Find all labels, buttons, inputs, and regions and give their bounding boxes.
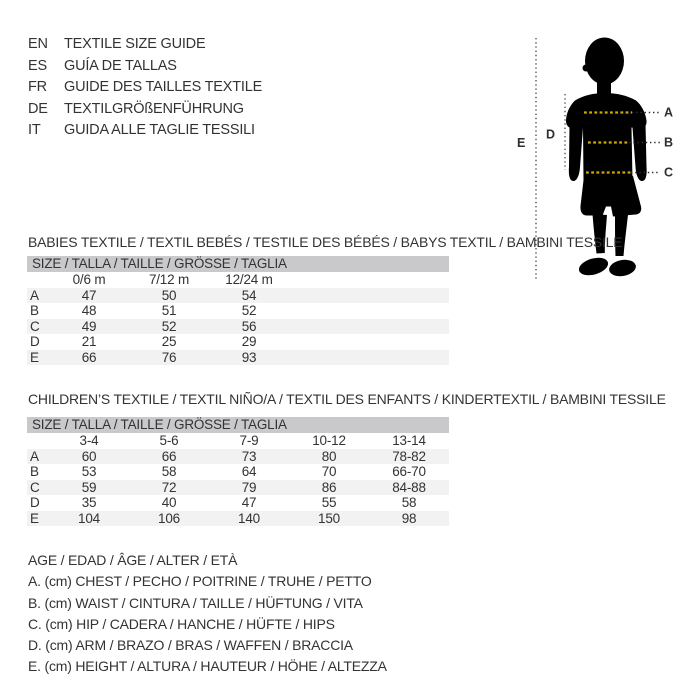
cell: 50 — [161, 287, 177, 303]
cell: 98 — [401, 510, 417, 526]
cell: 66 — [81, 349, 97, 365]
cell: 80 — [321, 448, 337, 464]
babies-column-header-row — [27, 272, 449, 288]
table-row — [27, 464, 449, 480]
row-label: C — [30, 479, 40, 495]
cell: 58 — [161, 464, 177, 479]
figure-label-a: A — [664, 105, 673, 120]
row-label: C — [30, 318, 40, 334]
figure-label-d: D — [546, 127, 555, 142]
cell: 53 — [81, 464, 97, 479]
cell: 59 — [81, 479, 97, 495]
figure-label-e: E — [517, 136, 526, 150]
cell: 52 — [241, 303, 257, 318]
children-col-3: 10-12 — [312, 433, 346, 448]
lang-row-it — [28, 120, 262, 142]
cell: 48 — [81, 303, 97, 318]
cell: 56 — [241, 318, 257, 334]
babies-size-table — [27, 256, 449, 365]
cell: 55 — [321, 495, 337, 510]
table-row — [27, 303, 449, 319]
legend-item-height: E. (cm) HEIGHT / ALTURA / HAUTEUR / HÖHE / ALTEZZA — [28, 658, 387, 675]
children-col-2: 7-9 — [239, 433, 259, 448]
babies-col-1: 7/12 m — [148, 272, 190, 287]
silhouette-left-arm — [569, 124, 583, 181]
babies-size-header-bar: SIZE / TALLA / TAILLE / GRÖSSE / TAGLIA — [27, 256, 449, 272]
table-row — [27, 319, 449, 335]
language-list — [28, 34, 262, 142]
children-size-header-bar: SIZE / TALLA / TAILLE / GRÖSSE / TAGLIA — [27, 417, 449, 433]
cell: 40 — [161, 495, 177, 510]
legend-item-chest: A. (cm) CHEST / PECHO / POITRINE / TRUHE / PETTO — [28, 573, 372, 590]
row-label: E — [30, 510, 39, 526]
cell: 54 — [241, 287, 257, 303]
cell: 150 — [318, 510, 340, 526]
cell: 70 — [321, 464, 337, 479]
children-col-1: 5-6 — [159, 433, 179, 448]
lang-row-de — [28, 99, 262, 121]
babies-section-heading: BABIES TEXTILE / TEXTIL BEBÉS / TESTILE DES BÉBÉS / BABYS TEXTIL / BAMBINI TESSILE — [28, 234, 623, 250]
lang-title: GUÍA DE TALLAS — [64, 57, 177, 74]
children-size-table — [27, 417, 449, 526]
babies-col-2: 12/24 m — [225, 272, 273, 287]
table-row — [27, 334, 449, 350]
cell: 93 — [241, 349, 257, 365]
cell: 84-88 — [392, 479, 426, 495]
table-row — [27, 511, 449, 527]
lang-code: IT — [28, 122, 41, 138]
legend-age-line: AGE / EDAD / ÂGE / ALTER / ETÀ — [28, 552, 238, 568]
legend-item-arm: D. (cm) ARM / BRAZO / BRAS / WAFFEN / BRACCIA — [28, 637, 353, 654]
cell: 66 — [161, 448, 177, 464]
table-row — [27, 288, 449, 304]
cell: 58 — [401, 495, 417, 510]
silhouette-ear — [583, 65, 590, 72]
cell: 60 — [81, 448, 97, 464]
children-section-heading: CHILDREN’S TEXTILE / TEXTIL NIÑO/A / TEXTIL DES ENFANTS / KINDERTEXTIL / BAMBINI TESSILE — [28, 391, 666, 407]
lang-title: TEXTILE SIZE GUIDE — [64, 36, 206, 52]
row-label: B — [30, 464, 39, 479]
lang-title: GUIDE DES TAILLES TEXTILE — [64, 79, 263, 95]
lang-code: FR — [28, 79, 47, 95]
table-row — [27, 449, 449, 465]
cell: 104 — [78, 510, 100, 526]
silhouette-neck — [597, 72, 611, 96]
lang-code: ES — [28, 57, 47, 74]
row-label: D — [30, 495, 40, 510]
cell: 64 — [241, 464, 257, 479]
cell: 66-70 — [392, 464, 426, 479]
cell: 86 — [321, 479, 337, 495]
cell: 78-82 — [392, 448, 426, 464]
silhouette-shorts — [580, 176, 641, 217]
babies-col-0: 0/6 m — [72, 272, 106, 287]
lang-row-fr — [28, 77, 262, 99]
lang-title: GUIDA ALLE TAGLIE TESSILI — [64, 122, 255, 138]
cell: 49 — [81, 318, 97, 334]
cell: 79 — [241, 479, 257, 495]
measurement-legend — [28, 550, 387, 678]
lang-code: DE — [28, 100, 48, 117]
row-label: E — [30, 349, 39, 365]
children-col-4: 13-14 — [392, 433, 426, 448]
cell: 47 — [81, 287, 97, 303]
cell: 29 — [241, 334, 257, 349]
cell: 25 — [161, 334, 177, 349]
legend-item-waist: B. (cm) WAIST / CINTURA / TAILLE / HÜFTUNG / VITA — [28, 594, 363, 611]
row-label: D — [30, 334, 40, 349]
children-column-header-row — [27, 433, 449, 449]
silhouette-left-foot — [577, 255, 610, 279]
cell: 21 — [81, 334, 97, 349]
lang-code: EN — [28, 36, 48, 52]
legend-item-hip: C. (cm) HIP / CADERA / HANCHE / HÜFTE / HIPS — [28, 615, 335, 632]
cell: 52 — [161, 318, 177, 334]
figure-label-c: C — [664, 165, 673, 180]
lang-row-en — [28, 34, 262, 56]
cell: 35 — [81, 495, 97, 510]
children-col-0: 3-4 — [79, 433, 99, 448]
cell: 76 — [161, 349, 177, 365]
table-row — [27, 350, 449, 366]
cell: 106 — [158, 510, 180, 526]
row-label: B — [30, 303, 39, 318]
lang-title: TEXTILGRÖßENFÜHRUNG — [64, 100, 244, 117]
figure-label-b: B — [664, 135, 673, 150]
lang-row-es — [28, 56, 262, 78]
cell: 47 — [241, 495, 257, 510]
silhouette-right-foot — [608, 258, 637, 278]
row-label: A — [30, 287, 39, 303]
cell: 72 — [161, 479, 177, 495]
table-row — [27, 495, 449, 511]
row-label: A — [30, 448, 39, 464]
cell: 73 — [241, 448, 257, 464]
table-row — [27, 480, 449, 496]
cell: 140 — [238, 510, 260, 526]
cell: 51 — [161, 303, 177, 318]
